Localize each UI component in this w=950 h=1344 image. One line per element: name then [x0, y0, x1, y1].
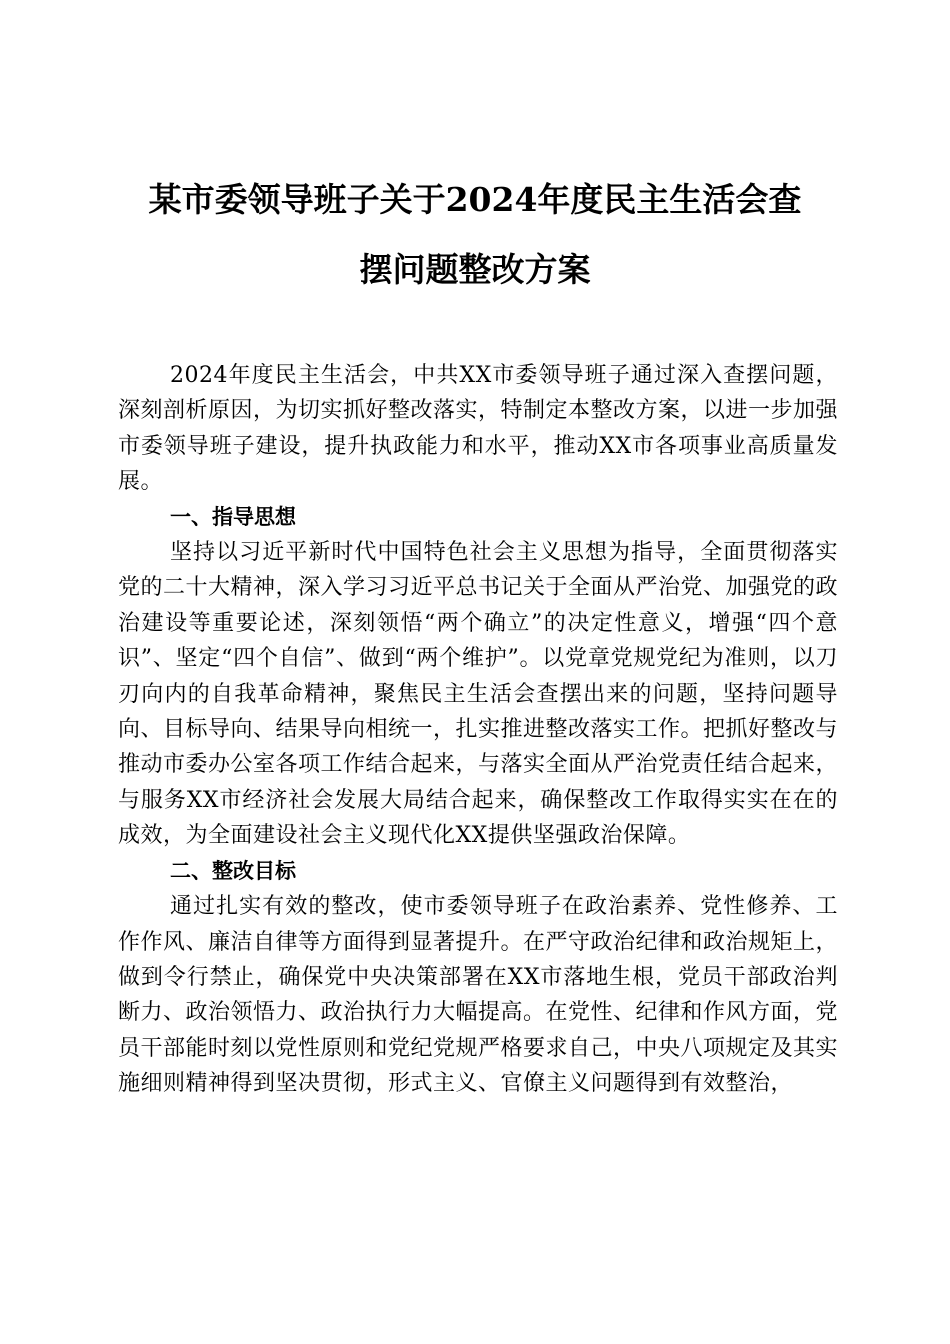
- intro-paragraph: 2024年度民主生活会，中共XX市委领导班子通过深入查摆问题，深刻剖析原因，为切实抓好整改落实，特制定本整改方案，以进一步加强市委领导班子建设，提升执政能力和水平，推动XX市各项事业高质量发展。: [118, 363, 839, 495]
- title-line-2: 摆问题整改方案: [359, 250, 591, 289]
- section-heading-rectification-goals: 二、整改目标: [170, 858, 296, 883]
- section-heading-guiding-ideology: 一、指导思想: [170, 504, 296, 529]
- title-line-1: 某市委领导班子关于2024年度民主生活会查: [148, 180, 802, 219]
- section-paragraph-guiding-ideology: 坚持以习近平新时代中国特色社会主义思想为指导，全面贯彻落实党的二十大精神，深入学习习近平总书记关于全面从严治党、加强党的政治建设等重要论述，深刻领悟“两个确立”的决定性意义，增强“四个意识”、坚定“四个自信”、做到“两个维护”。以党章党规党纪为准则，以刀刃向内的自我革命精神，聚焦民主生活会查摆出来的问题，坚持问题导向、目标导向、结果导向相统一，扎实推进整改落实工作。把抓好整改与推动市委办公室各项工作结合起来，与落实全面从严治党责任结合起来，与服务XX市经济社会发展大局结合起来，确保整改工作取得实实在在的成效，为全面建设社会主义现代化XX提供坚强政治保障。: [118, 540, 839, 849]
- document-title: [115, 165, 835, 305]
- document-body: [118, 358, 838, 1102]
- section-paragraph-rectification-goals: 通过扎实有效的整改，使市委领导班子在政治素养、党性修养、工作作风、廉洁自律等方面得到显著提升。在严守政治纪律和政治规矩上，做到令行禁止，确保党中央决策部署在XX市落地生根，党员干部政治判断力、政治领悟力、政治执行力大幅提高。在党性、纪律和作风方面，党员干部能时刻以党性原则和党纪党规严格要求自己，中央八项规定及其实施细则精神得到坚决贯彻，形式主义、官僚主义问题得到有效整治，: [118, 894, 839, 1097]
